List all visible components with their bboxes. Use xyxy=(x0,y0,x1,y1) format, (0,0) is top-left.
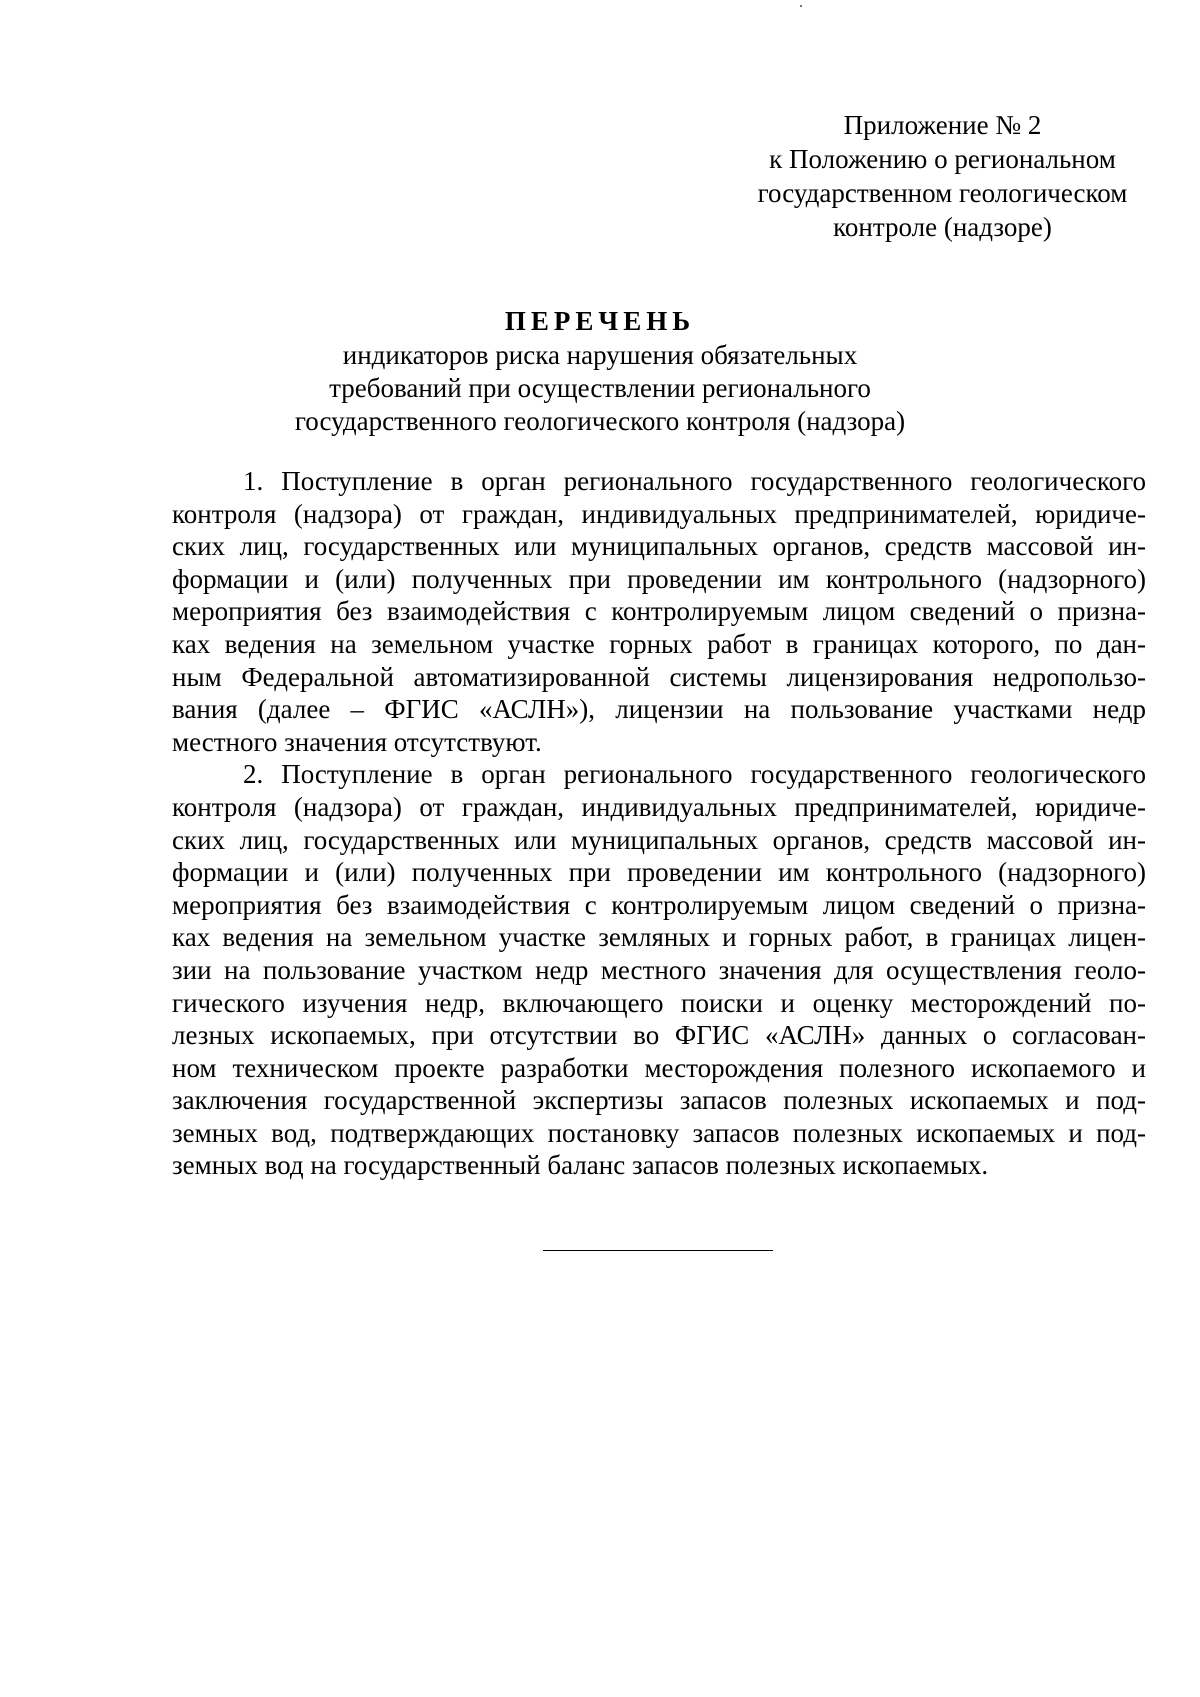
paragraph-line: лезных ископаемых, при отсутствии во ФГИС «АСЛН» данных о согласован- xyxy=(172,1020,1146,1051)
appendix-line: к Положению о региональном xyxy=(769,144,1116,174)
title-heading: ПЕРЕЧЕНЬ xyxy=(504,306,696,336)
appendix-line: государственном геологическом xyxy=(757,178,1128,208)
document-body xyxy=(172,465,1146,1182)
paragraph-line: ских лиц, государственных или муниципальных органов, средств массовой ин- xyxy=(172,531,1146,562)
paragraph-line: формации и (или) полученных при проведении им контрольного (надзорного) xyxy=(172,857,1146,888)
paragraph-line: ках ведения на земельном участке земляных и горных работ, в границах лицен- xyxy=(172,922,1146,953)
paragraph-line: 1. Поступление в орган регионального государственного геологического xyxy=(243,466,1146,496)
paragraph-line: ках ведения на земельном участке горных работ в границах которого, по дан- xyxy=(172,628,1146,659)
paragraph-line: гического изучения недр, включающего поиски и оценку месторождений по- xyxy=(172,987,1146,1018)
paragraph-line: мероприятия без взаимодействия с контролируемым лицом сведений о призна- xyxy=(172,889,1146,920)
paragraph-line: мероприятия без взаимодействия с контролируемым лицом сведений о призна- xyxy=(172,596,1146,627)
paragraph-line: земных вод на государственный баланс запасов полезных ископаемых. xyxy=(172,1150,989,1181)
appendix-line: Приложение № 2 xyxy=(843,110,1042,140)
subtitle-line: государственного геологического контроля (надзора) xyxy=(294,406,906,436)
paragraph-line: ным Федеральной автоматизированной системы лицензирования недропользо- xyxy=(172,661,1146,692)
appendix-line: контроле (надзоре) xyxy=(833,212,1052,242)
paragraph-line: ном техническом проекте разработки месторождения полезного ископаемого и xyxy=(172,1052,1146,1083)
appendix-header xyxy=(745,108,1140,244)
paragraph-1 xyxy=(172,465,1146,758)
title-subtitle xyxy=(0,339,1200,438)
paragraph-line: земных вод, подтверждающих постановку запасов полезных ископаемых и под- xyxy=(172,1117,1146,1148)
paragraph-line: формации и (или) полученных при проведении им контрольного (надзорного) xyxy=(172,563,1146,594)
subtitle-line: индикаторов риска нарушения обязательных xyxy=(342,340,858,370)
paragraph-line: зии на пользование участком недр местного значения для осуществления геоло- xyxy=(172,954,1146,985)
paragraph-line: заключения государственной экспертизы запасов полезных ископаемых и под- xyxy=(172,1085,1146,1116)
paragraph-line: местного значения отсутствуют. xyxy=(172,726,542,757)
subtitle-line: требований при осуществлении регионального xyxy=(329,373,871,403)
scan-speck xyxy=(800,5,802,7)
paragraph-line: 2. Поступление в орган регионального государственного геологического xyxy=(243,759,1146,790)
document-title xyxy=(0,303,1200,438)
paragraph-2 xyxy=(172,758,1146,1182)
paragraph-line: контроля (надзора) от граждан, индивидуальных предпринимателей, юридиче- xyxy=(172,791,1146,822)
paragraph-line: ских лиц, государственных или муниципальных органов, средств массовой ин- xyxy=(172,824,1146,855)
closing-rule xyxy=(543,1250,773,1251)
paragraph-line: контроля (надзора) от граждан, индивидуальных предпринимателей, юридиче- xyxy=(172,498,1146,529)
paragraph-line: вания (далее – ФГИС «АСЛН»), лицензии на пользование участками недр xyxy=(172,694,1146,725)
